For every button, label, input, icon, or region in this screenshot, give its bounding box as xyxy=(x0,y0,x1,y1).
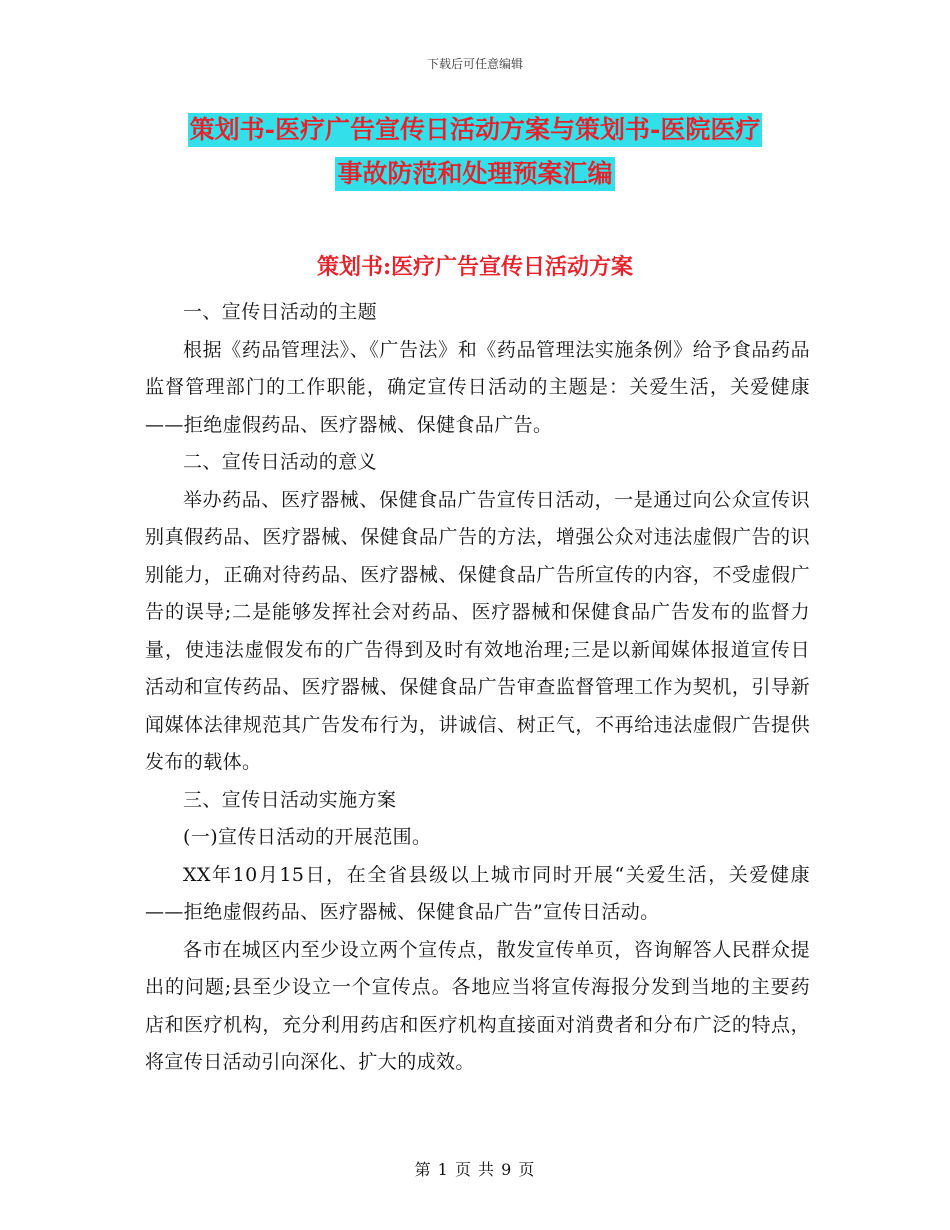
section-title: 策划书:医疗广告宣传日活动方案 xyxy=(316,254,634,280)
title-highlight-1: 策划书-医疗广告宣传日活动方案与策划书-医院医疗 xyxy=(188,113,763,147)
paragraph-theme: 根据《药品管理法》、《广告法》和《药品管理法实施条例》给予食品药品监督管理部门的工作职能，确定宣传日活动的主题是：关爱生活，关爱健康——拒绝虚假药品、医疗器械、保健食品广告。 xyxy=(145,338,810,436)
heading-theme: 一、宣传日活动的主题 xyxy=(183,301,378,323)
paragraph-date: XX年10月15日，在全省县级以上城市同时开展“关爱生活，关爱健康——拒绝虚假药品、医疗器械、保健食品广告”宣传日活动。 xyxy=(145,863,810,923)
title-highlight-2: 事故防范和处理预案汇编 xyxy=(335,157,614,191)
document-title-line-2 xyxy=(0,157,950,191)
header-note: 下载后可任意编辑 xyxy=(426,57,523,71)
document-body xyxy=(145,294,810,1082)
heading-significance: 二、宣传日活动的意义 xyxy=(183,451,378,473)
subheading-scope: (一)宣传日活动的开展范围。 xyxy=(183,826,432,848)
paragraph-significance: 举办药品、医疗器械、保健食品广告宣传日活动，一是通过向公众宣传识别真假药品、医疗器械、保健食品广告的方法，增强公众对违法虚假广告的识别能力，正确对待药品、医疗器械、保健食品广告所宣传的内容，不受虚假广告的误导;二是能够发挥社会对药品、医疗器械和保健食品广告发布的监督力量，使违法虚假发布的广告得到及时有效地治理;三是以新闻媒体报道宣传日活动和宣传药品、医疗器械、保健食品广告审查监督管理工作为契机，引导新闻媒体法律规范其广告发布行为，讲诚信、树正气，不再给违法虚假广告提供发布的载体。 xyxy=(145,488,810,773)
paragraph-promotion-points: 各市在城区内至少设立两个宣传点，散发宣传单页，咨询解答人民群众提出的问题;县至少设立一个宣传点。各地应当将宣传海报分发到当地的主要药店和医疗机构，充分利用药店和医疗机构直接面对消费者和分布广泛的特点，将宣传日活动引向深化、扩大的成效。 xyxy=(145,938,810,1073)
heading-implementation: 三、宣传日活动实施方案 xyxy=(183,788,397,811)
document-title-line-1 xyxy=(0,113,950,147)
page-footer: 第 1 页 共 9 页 xyxy=(414,1160,536,1179)
